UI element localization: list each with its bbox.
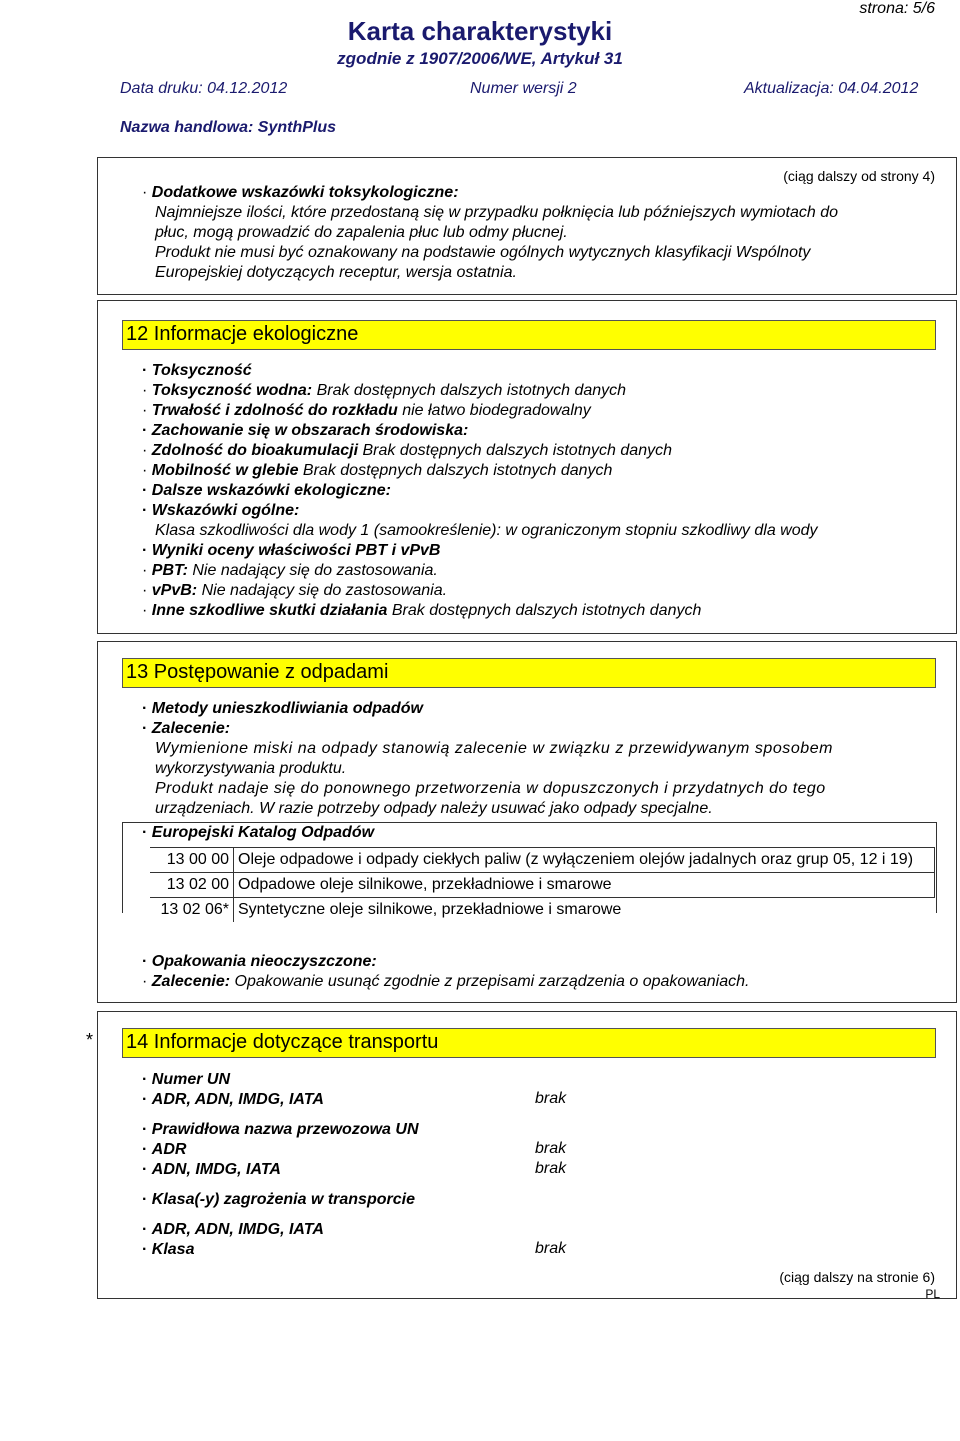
hazard-class-label: · Klasa: [142, 1240, 194, 1260]
hazard-class-regs: · ADR, ADN, IMDG, IATA: [142, 1220, 324, 1240]
ewc-code: 13 02 06*: [150, 898, 234, 923]
section-13-header: [122, 658, 936, 688]
ewc-description: Syntetyczne oleje silnikowe, przekładniowe i smarowe: [234, 898, 935, 923]
ewc-code: 13 00 00: [150, 848, 234, 873]
section-13-title: 13 Postępowanie z odpadami: [126, 661, 389, 683]
toxicology-text-4: Europejskiej dotyczących receptur, wersja ostatnia.: [155, 264, 517, 281]
other-adverse-effects: · Inne szkodliwe skutki działania Brak dostępnych dalszych istotnych danych: [142, 601, 701, 621]
pbt-heading: · Wyniki oceny właściwości PBT i vPvB: [142, 541, 440, 561]
section-14-header: [122, 1028, 936, 1058]
trade-name: Nazwa handlowa: SynthPlus: [120, 119, 337, 136]
print-date: Data druku: 04.12.2012: [120, 80, 288, 97]
document-subtitle: zgodnie z 1907/2006/WE, Artykuł 31: [337, 49, 623, 68]
table-row: [150, 898, 935, 923]
un-number-heading: · Numer UN: [142, 1070, 230, 1090]
table-row: [150, 848, 935, 873]
packaging-recommendation: · Zalecenie: Opakowanie usunąć zgodnie z przepisami zarządzenia o opakowaniach.: [142, 972, 749, 992]
aquatic-toxicity: · Toksyczność wodna: Brak dostępnych dalszych istotnych danych: [142, 381, 626, 401]
pbt-result: · PBT: Nie nadający się do zastosowania.: [142, 561, 438, 581]
toxicology-text-1: Najmniejsze ilości, które przedostaną się w przypadku połknięcia lub późniejszych wymiotach do: [155, 204, 838, 221]
soil-mobility: · Mobilność w glebie Brak dostępnych dalszych istotnych danych: [142, 461, 612, 481]
shipping-name-adn: · ADN, IMDG, IATA: [142, 1160, 281, 1180]
un-number-value: brak: [535, 1090, 567, 1107]
continued-to: (ciąg dalszy na stronie 6): [779, 1269, 935, 1285]
ewc-table: [150, 847, 935, 922]
persistence: · Trwałość i zdolność do rozkładu nie łatwo biodegradowalny: [142, 401, 591, 421]
section-14-title: 14 Informacje dotyczące transportu: [126, 1031, 439, 1053]
recommendation-text-3: Produkt nadaje się do ponownego przetworzenia w dopuszczonych i przydatnych do tego: [155, 780, 826, 797]
shipping-name-adr: · ADR: [142, 1140, 186, 1160]
ewc-description: Odpadowe oleje silnikowe, przekładniowe i smarowe: [234, 873, 935, 898]
ewc-description: Oleje odpadowe i odpady ciekłych paliw (z wyłączeniem olejów jadalnych oraz grup 05, 12 i 19): [234, 848, 935, 873]
page-number: strona: 5/6: [859, 0, 935, 17]
vpvb-result: · vPvB: Nie nadający się do zastosowania.: [142, 581, 447, 601]
recommendation-text-1: Wymienione miski na odpady stanowią zalecenie w związku z przewidywanym sposobem: [155, 740, 834, 757]
toxicology-text-3: Produkt nie musi być oznakowany na podstawie ogólnych wytycznych klasyfikacji Wspólnoty: [155, 244, 811, 261]
hazard-class-heading: · Klasa(-y) zagrożenia w transporcie: [142, 1190, 415, 1210]
further-ecological-info: · Dalsze wskazówki ekologiczne:: [142, 481, 391, 501]
continued-from: (ciąg dalszy od strony 4): [783, 168, 935, 184]
ewc-code: 13 02 00: [150, 873, 234, 898]
shipping-name-heading: · Prawidłowa nazwa przewozowa UN: [142, 1120, 419, 1140]
un-number-regs: · ADR, ADN, IMDG, IATA: [142, 1090, 324, 1110]
version-number: Numer wersji 2: [470, 80, 577, 97]
shipping-name-adn-value: brak: [535, 1160, 567, 1177]
water-hazard-class: Klasa szkodliwości dla wody 1 (samookreślenie): w ograniczonym stopniu szkodliwy dla wody: [155, 522, 818, 539]
toxicity-heading: · Toksyczność: [142, 361, 252, 381]
section-12-title: 12 Informacje ekologiczne: [126, 323, 359, 345]
revision-marker: *: [86, 1030, 94, 1050]
uncleaned-packaging: · Opakowania nieoczyszczone:: [142, 952, 377, 972]
language-code: PL: [925, 1287, 940, 1301]
environmental-behaviour: · Zachowanie się w obszarach środowiska:: [142, 421, 468, 441]
general-notes: · Wskazówki ogólne:: [142, 501, 299, 521]
document-title: Karta charakterystyki: [347, 16, 613, 46]
hazard-class-value: brak: [535, 1240, 567, 1257]
bioaccumulation: · Zdolność do bioakumulacji Brak dostępnych dalszych istotnych danych: [142, 441, 672, 461]
table-row: [150, 873, 935, 898]
ewc-heading: · Europejski Katalog Odpadów: [142, 823, 374, 843]
disposal-methods: · Metody unieszkodliwiania odpadów: [142, 699, 423, 719]
recommendation-text-2: wykorzystywania produktu.: [155, 760, 347, 777]
recommendation-heading: · Zalecenie:: [142, 719, 230, 739]
shipping-name-adr-value: brak: [535, 1140, 567, 1157]
toxicology-text-2: płuc, mogą prowadzić do zapalenia płuc lub odmy płucnej.: [155, 224, 568, 241]
update-date: Aktualizacja: 04.04.2012: [744, 80, 919, 97]
section-12-header: [122, 320, 936, 350]
recommendation-text-4: urządzeniach. W razie potrzeby odpady należy usuwać jako odpady specjalne.: [155, 800, 713, 817]
toxicology-heading: · Dodatkowe wskazówki toksykologiczne:: [142, 183, 459, 203]
